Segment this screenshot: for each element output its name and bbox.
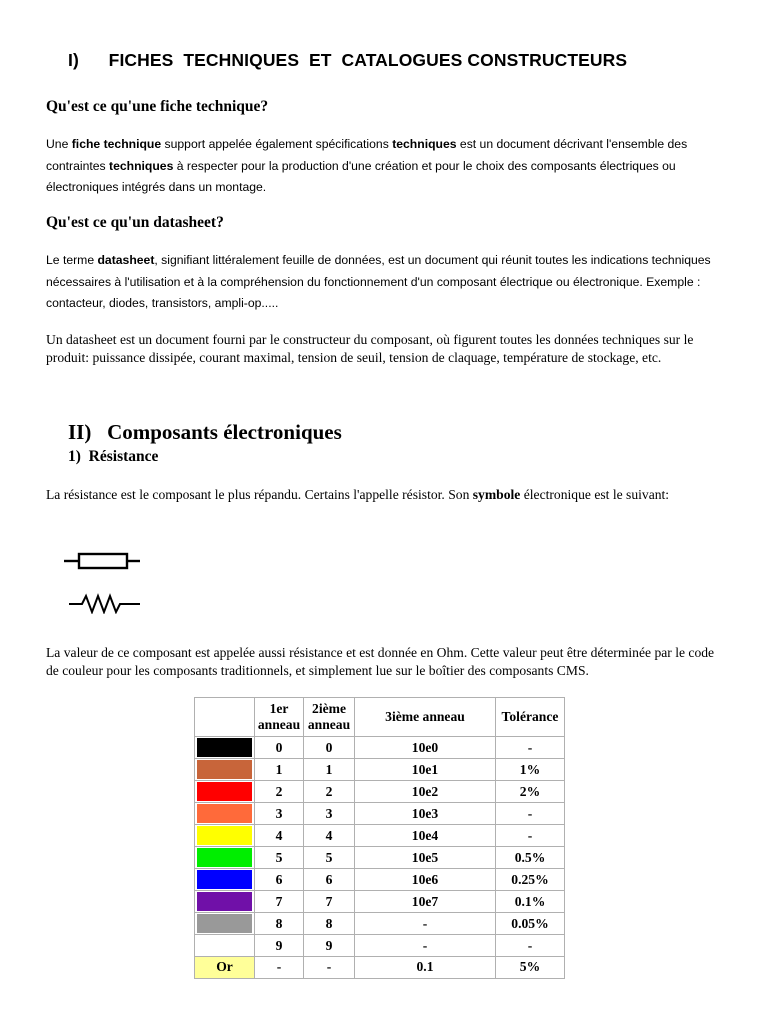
cell-multiplier: 10e0	[355, 737, 496, 759]
table-row	[195, 935, 565, 957]
cell-tolerance: -	[496, 803, 565, 825]
cell-tolerance: 0.25%	[496, 869, 565, 891]
text-run: support appelée également spécifications	[161, 137, 393, 151]
color-swatch-cell	[195, 781, 255, 803]
cell-first-digit: -	[255, 957, 304, 979]
table-row	[195, 891, 565, 913]
datasheet-paragraph-2: Un datasheet est un document fourni par le constructeur du composant, où figurent toutes les données techniques sur le produit: puissance dissipée, courant maximal, tension de seuil, tension de claquage, température de stockage, etc.	[46, 332, 694, 365]
cell-second-digit: 1	[304, 759, 355, 781]
color-swatch	[197, 760, 252, 779]
table-row	[195, 825, 565, 847]
color-swatch-cell	[195, 935, 255, 957]
text-run-bold: techniques	[109, 158, 174, 173]
cell-second-digit: 2	[304, 781, 355, 803]
datasheet-paragraph	[46, 250, 716, 315]
color-rows	[195, 737, 565, 957]
header-second-ring: 2ième anneau	[304, 698, 355, 737]
color-swatch-cell	[195, 803, 255, 825]
subsection-resistance-heading	[68, 448, 158, 466]
cell-first-digit: 0	[255, 737, 304, 759]
color-swatch	[197, 826, 252, 845]
cell-multiplier: 10e4	[355, 825, 496, 847]
table-row	[195, 847, 565, 869]
cell-second-digit: 6	[304, 869, 355, 891]
cell-multiplier: 10e7	[355, 891, 496, 913]
cell-multiplier: 10e5	[355, 847, 496, 869]
resistor-color-code-table	[194, 697, 565, 979]
section-1-number: I)	[68, 50, 79, 70]
cell-multiplier: 10e3	[355, 803, 496, 825]
text-run-bold: symbole	[472, 487, 521, 502]
text-run: Le terme	[46, 253, 98, 267]
table-header-row	[195, 698, 565, 737]
table-row	[195, 803, 565, 825]
resistance-intro-paragraph	[46, 486, 726, 504]
text-run-bold: techniques	[392, 137, 457, 151]
cell-first-digit: 4	[255, 825, 304, 847]
section-1-heading	[68, 50, 627, 71]
cell-tolerance: 0.1%	[496, 891, 565, 913]
section-2-heading	[68, 420, 342, 445]
text-run: est un document décrivant l'ensemble des contraintes	[46, 137, 688, 173]
text-run: à respecter pour la production d'une création et pour le choix des composants électriques ou électroniques intégrés dans un montage.	[46, 158, 676, 194]
cell-multiplier: -	[355, 935, 496, 957]
cell-tolerance: 0.5%	[496, 847, 565, 869]
cell-second-digit: 3	[304, 803, 355, 825]
gold-label-cell: Or	[195, 957, 255, 979]
cell-first-digit: 8	[255, 913, 304, 935]
cell-first-digit: 5	[255, 847, 304, 869]
color-swatch	[197, 892, 252, 911]
cell-tolerance: 5%	[496, 957, 565, 979]
text-run: , signifiant littéralement feuille de données, est un document qui réunit toutes les indications techniques nécessaires à l'utilisation et à la compréhension du fonctionnement d'un composant électrique ou électronique. Exemple : contacteur, diodes, transistors, ampli-op.....	[46, 253, 711, 310]
cell-tolerance: 2%	[496, 781, 565, 803]
subsection-number: 1)	[68, 448, 81, 465]
table-row-gold	[195, 957, 565, 979]
cell-multiplier: -	[355, 913, 496, 935]
color-swatch	[197, 914, 252, 933]
question-fiche-technique-title: Qu'est ce qu'une fiche technique?	[46, 98, 269, 115]
cell-second-digit: 5	[304, 847, 355, 869]
cell-first-digit: 7	[255, 891, 304, 913]
color-swatch-cell	[195, 891, 255, 913]
header-third-ring: 3ième anneau	[355, 698, 496, 737]
cell-second-digit: -	[304, 957, 355, 979]
color-swatch-cell	[195, 847, 255, 869]
cell-tolerance: -	[496, 737, 565, 759]
resistor-symbol-zigzag-icon	[69, 596, 140, 612]
cell-multiplier: 10e1	[355, 759, 496, 781]
text-run-bold: fiche technique	[71, 137, 162, 151]
cell-multiplier: 10e2	[355, 781, 496, 803]
color-swatch	[197, 848, 252, 867]
header-tolerance: Tolérance	[496, 698, 565, 737]
cell-first-digit: 2	[255, 781, 304, 803]
cell-second-digit: 8	[304, 913, 355, 935]
cell-first-digit: 3	[255, 803, 304, 825]
section-2-number: II)	[68, 420, 92, 444]
cell-second-digit: 0	[304, 737, 355, 759]
text-run-bold: datasheet	[97, 253, 155, 267]
header-color-cell	[195, 698, 255, 737]
cell-multiplier: 10e6	[355, 869, 496, 891]
cell-tolerance: -	[496, 935, 565, 957]
color-swatch-cell	[195, 737, 255, 759]
color-swatch	[197, 870, 252, 889]
table-row	[195, 869, 565, 891]
section-1-title: FICHES TECHNIQUES ET CATALOGUES CONSTRUCTEURS	[108, 50, 628, 70]
text-run: électronique est le suivant:	[520, 487, 670, 502]
cell-tolerance: 1%	[496, 759, 565, 781]
cell-second-digit: 9	[304, 935, 355, 957]
table-row	[195, 781, 565, 803]
color-swatch-cell	[195, 825, 255, 847]
cell-first-digit: 9	[255, 935, 304, 957]
section-2-title: Composants électroniques	[107, 420, 342, 444]
color-swatch	[197, 804, 252, 823]
cell-first-digit: 6	[255, 869, 304, 891]
fiche-technique-paragraph	[46, 134, 716, 199]
resistance-value-paragraph: La valeur de ce composant est appelée aussi résistance et est donnée en Ohm. Cette valeur peut être déterminée par le code de couleur pour les composants traditionnels, et simplement lue sur le boîtier des composants CMS.	[46, 645, 715, 678]
color-swatch-cell	[195, 869, 255, 891]
table-row	[195, 913, 565, 935]
color-swatch-cell	[195, 759, 255, 781]
cell-second-digit: 4	[304, 825, 355, 847]
color-swatch	[197, 738, 252, 757]
table-row	[195, 737, 565, 759]
cell-tolerance: 0.05%	[496, 913, 565, 935]
color-swatch-cell	[195, 913, 255, 935]
cell-tolerance: -	[496, 825, 565, 847]
text-run: La résistance est le composant le plus répandu. Certains l'appelle résistor. Son	[46, 487, 473, 502]
text-run: Une	[46, 137, 72, 151]
cell-second-digit: 7	[304, 891, 355, 913]
cell-multiplier: 0.1	[355, 957, 496, 979]
resistor-symbols	[60, 544, 150, 614]
subsection-title: Résistance	[88, 448, 159, 465]
color-swatch	[197, 936, 252, 955]
question-datasheet-title: Qu'est ce qu'un datasheet?	[46, 214, 224, 231]
header-first-ring: 1er anneau	[255, 698, 304, 737]
table-row	[195, 759, 565, 781]
color-swatch	[197, 782, 252, 801]
cell-first-digit: 1	[255, 759, 304, 781]
resistor-symbol-iec-icon	[64, 554, 140, 568]
